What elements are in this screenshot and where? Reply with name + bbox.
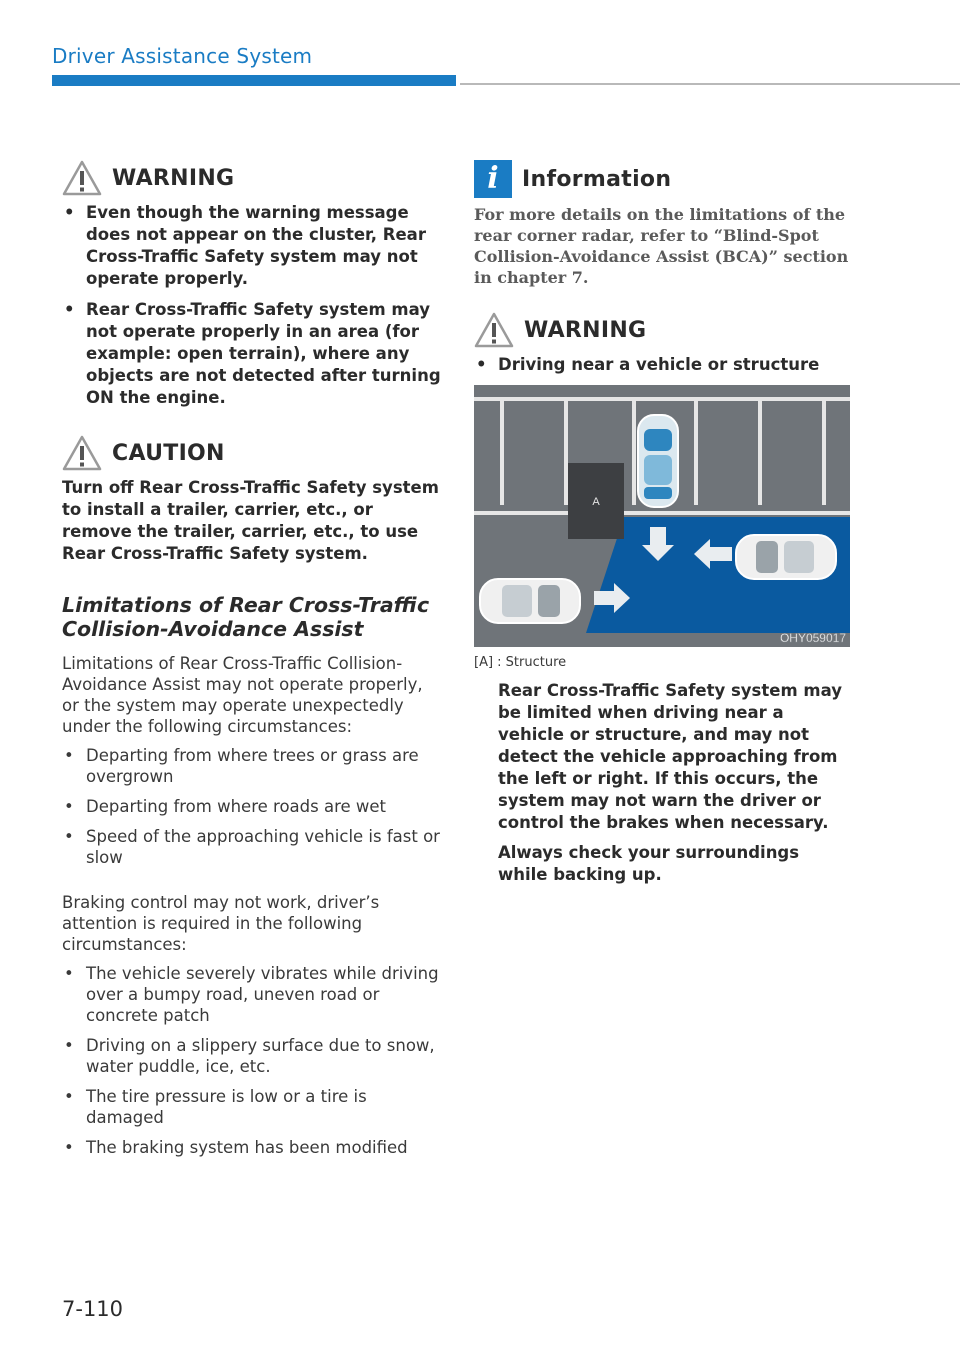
information-icon: i (474, 160, 512, 198)
approaching-car-right-icon (736, 535, 836, 579)
caution-triangle-icon (62, 435, 102, 471)
warning-list (52, 202, 444, 409)
warning-paragraph: Always check your surroundings while backing up. (498, 843, 800, 884)
information-text: For more details on the limitations of the rear corner radar, refer to “Blind-Spot Collision-Avoidance Assist (BCA)” section in chapter 7. (474, 205, 849, 287)
figure-caption: [A] : Structure (474, 655, 567, 670)
warning-triangle-icon (62, 160, 102, 196)
section-heading: Limitations of Rear Cross-Traffic Collision-Avoidance Assist (62, 593, 430, 641)
information-title: Information (522, 166, 672, 192)
header-rule-gray (460, 83, 960, 85)
warning-heading-right (474, 312, 854, 348)
warning-heading (62, 160, 444, 196)
parking-diagram-illustration (474, 385, 850, 647)
left-column (52, 160, 444, 1167)
caution-text: Turn off Rear Cross-Traffic Safety system to install a trailer, carrier, etc., or remove the trailer, carrier, etc., to use Rear Cross-Traffic Safety system. (62, 478, 439, 563)
list-item: • Speed of the approaching vehicle is fast or slow (62, 826, 444, 868)
approaching-car-left-icon (480, 579, 580, 623)
list-item: • The tire pressure is low or a tire is damaged (62, 1086, 444, 1128)
reversing-car-icon (638, 415, 678, 507)
limitations-list (62, 745, 444, 868)
list-item: • Rear Cross-Traffic Safety system may not operate properly in an area (for example: open terrain), where any objects are not detected after turning ON the engine. (62, 299, 444, 409)
list-item: • The braking system has been modified (62, 1137, 444, 1158)
page-header-title: Driver Assistance System (52, 44, 313, 68)
right-column (474, 160, 854, 894)
warning-title: WARNING (112, 165, 235, 191)
page-number: 7-110 (62, 1297, 124, 1321)
warning-triangle-icon (474, 312, 514, 348)
list-item: • Departing from where roads are wet (62, 796, 444, 817)
information-heading (474, 160, 854, 198)
list-item: • Driving near a vehicle or structure (474, 354, 854, 376)
caution-title: CAUTION (112, 440, 225, 466)
figure-code: OHY059017 (779, 631, 846, 645)
braking-list (62, 963, 444, 1158)
list-item: • Departing from where trees or grass are overgrown (62, 745, 444, 787)
warning-paragraph: Rear Cross-Traffic Safety system may be limited when driving near a vehicle or structure, and may not detect the vehicle approaching from the left or right. If this occurs, the system may not warn the driver or control the brakes when necessary. (498, 681, 842, 832)
caution-heading (62, 435, 444, 471)
warning-title-right: WARNING (524, 317, 647, 343)
limitations-intro: Limitations of Rear Cross-Traffic Collision-Avoidance Assist may not operate properly, or the system may operate unexpectedly under the following circumstances: (62, 654, 423, 736)
list-item: • The vehicle severely vibrates while driving over a bumpy road, uneven road or concrete patch (62, 963, 444, 1026)
braking-intro: Braking control may not work, driver’s attention is required in the following circumstances: (62, 893, 380, 954)
header-rule-blue (52, 75, 456, 86)
list-item: • Even though the warning message does not appear on the cluster, Rear Cross-Traffic Safety system may not operate properly. (62, 202, 444, 290)
parking-diagram (474, 385, 850, 647)
list-item: • Driving on a slippery surface due to snow, water puddle, ice, etc. (62, 1035, 444, 1077)
structure-label: A (592, 496, 600, 508)
warning-list-right (474, 354, 854, 376)
